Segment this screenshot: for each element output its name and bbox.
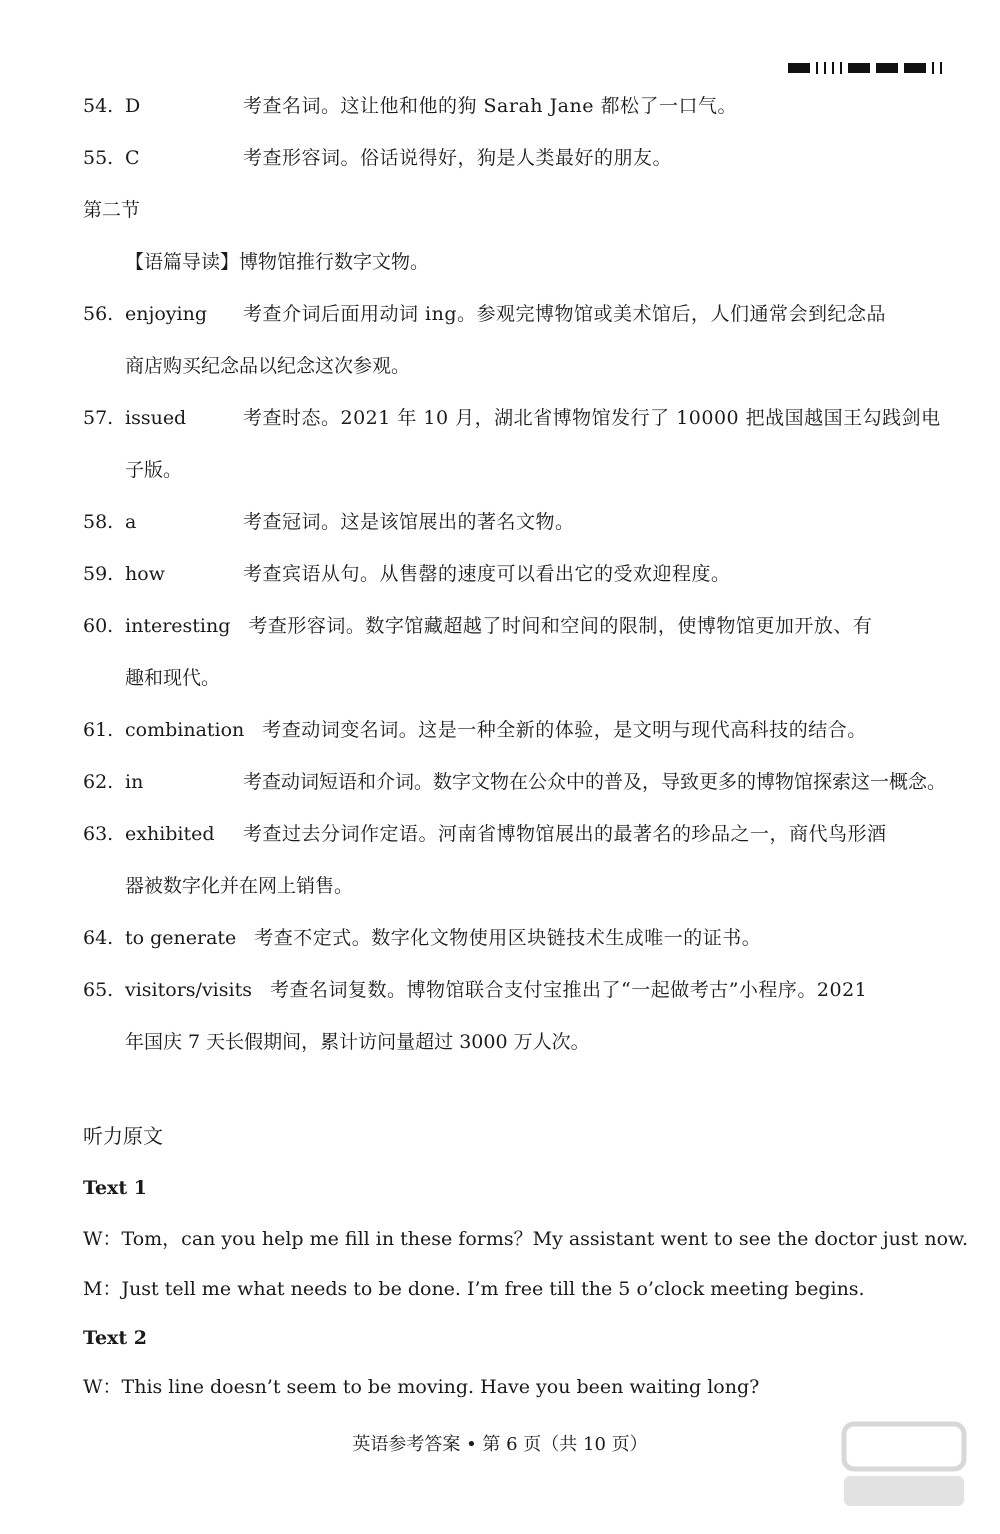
answer-item-57: 57. issued 考查时态。2021 年 10 月，湖北省博物馆发行了 10000 把战国越国王勾践剑电 子版。 [83,407,941,481]
answer-content [83,80,969,1412]
answer-item-65: 65. visitors/visits 考查名词复数。博物馆联合支付宝推出了“一起做考古”小程序。2021 年国庆 7 天长假期间，累计访问量超过 3000 万人次。 [83,979,868,1053]
answer-item-54: 54. D 考查名词。这让他和他的狗 Sarah Jane 都松了一口气。 [83,95,738,117]
answer-item-64: 64. to generate 考查不定式。数字化文物使用区块链技术生成唯一的证书。 [83,927,762,949]
answer-item-61: 61. combination 考查动词变名词。这是一种全新的体验，是文明与现代高科技的结合。 [83,719,867,741]
watermark-logo-icon [834,1414,974,1514]
answer-item-59: 59. how 考查宾语从句。从售罄的速度可以看出它的受欢迎程度。 [83,563,731,585]
text1-line-m: M：Just tell me what needs to be done. I’m free till the 5 o’clock meeting begins. [83,1278,865,1300]
text2-title: Text 2 [83,1327,147,1349]
text1-line-w: W：Tom，can you help me fill in these forms？My assistant went to see the doctor just now. [83,1228,969,1250]
answer-item-58: 58. a 考查冠词。这是该馆展出的著名文物。 [83,511,575,533]
text2-line-w: W：This line doesn’t seem to be moving. Have you been waiting long? [83,1376,760,1398]
answer-item-56: 56. enjoying 考查介词后面用动词 ing。参观完博物馆或美术馆后，人们通常会到纪念品 商店购买纪念品以纪念这次参观。 [83,303,887,377]
barcode-mark [788,62,948,74]
answer-item-60: 60. interesting 考查形容词。数字馆藏超越了时间和空间的限制，使博物馆更加开放、有 趣和现代。 [83,615,873,689]
answer-item-63: 63. exhibited 考查过去分词作定语。河南省博物馆展出的最著名的珍品之一，商代鸟形酒 器被数字化并在网上销售。 [83,823,887,897]
text1-title: Text 1 [83,1177,147,1199]
listening-title: 听力原文 [83,1124,163,1148]
passage-guide: 【语篇导读】博物馆推行数字文物。 [125,251,430,273]
answer-item-55: 55. C 考查形容词。俗话说得好，狗是人类最好的朋友。 [83,147,673,169]
section-heading: 第二节 [83,199,141,221]
page-footer: 英语参考答案 • 第 6 页（共 10 页） [352,1434,648,1455]
answer-item-62: 62. in 考查动词短语和介词。数字文物在公众中的普及，导致更多的博物馆探索这一概念。 [83,771,947,793]
